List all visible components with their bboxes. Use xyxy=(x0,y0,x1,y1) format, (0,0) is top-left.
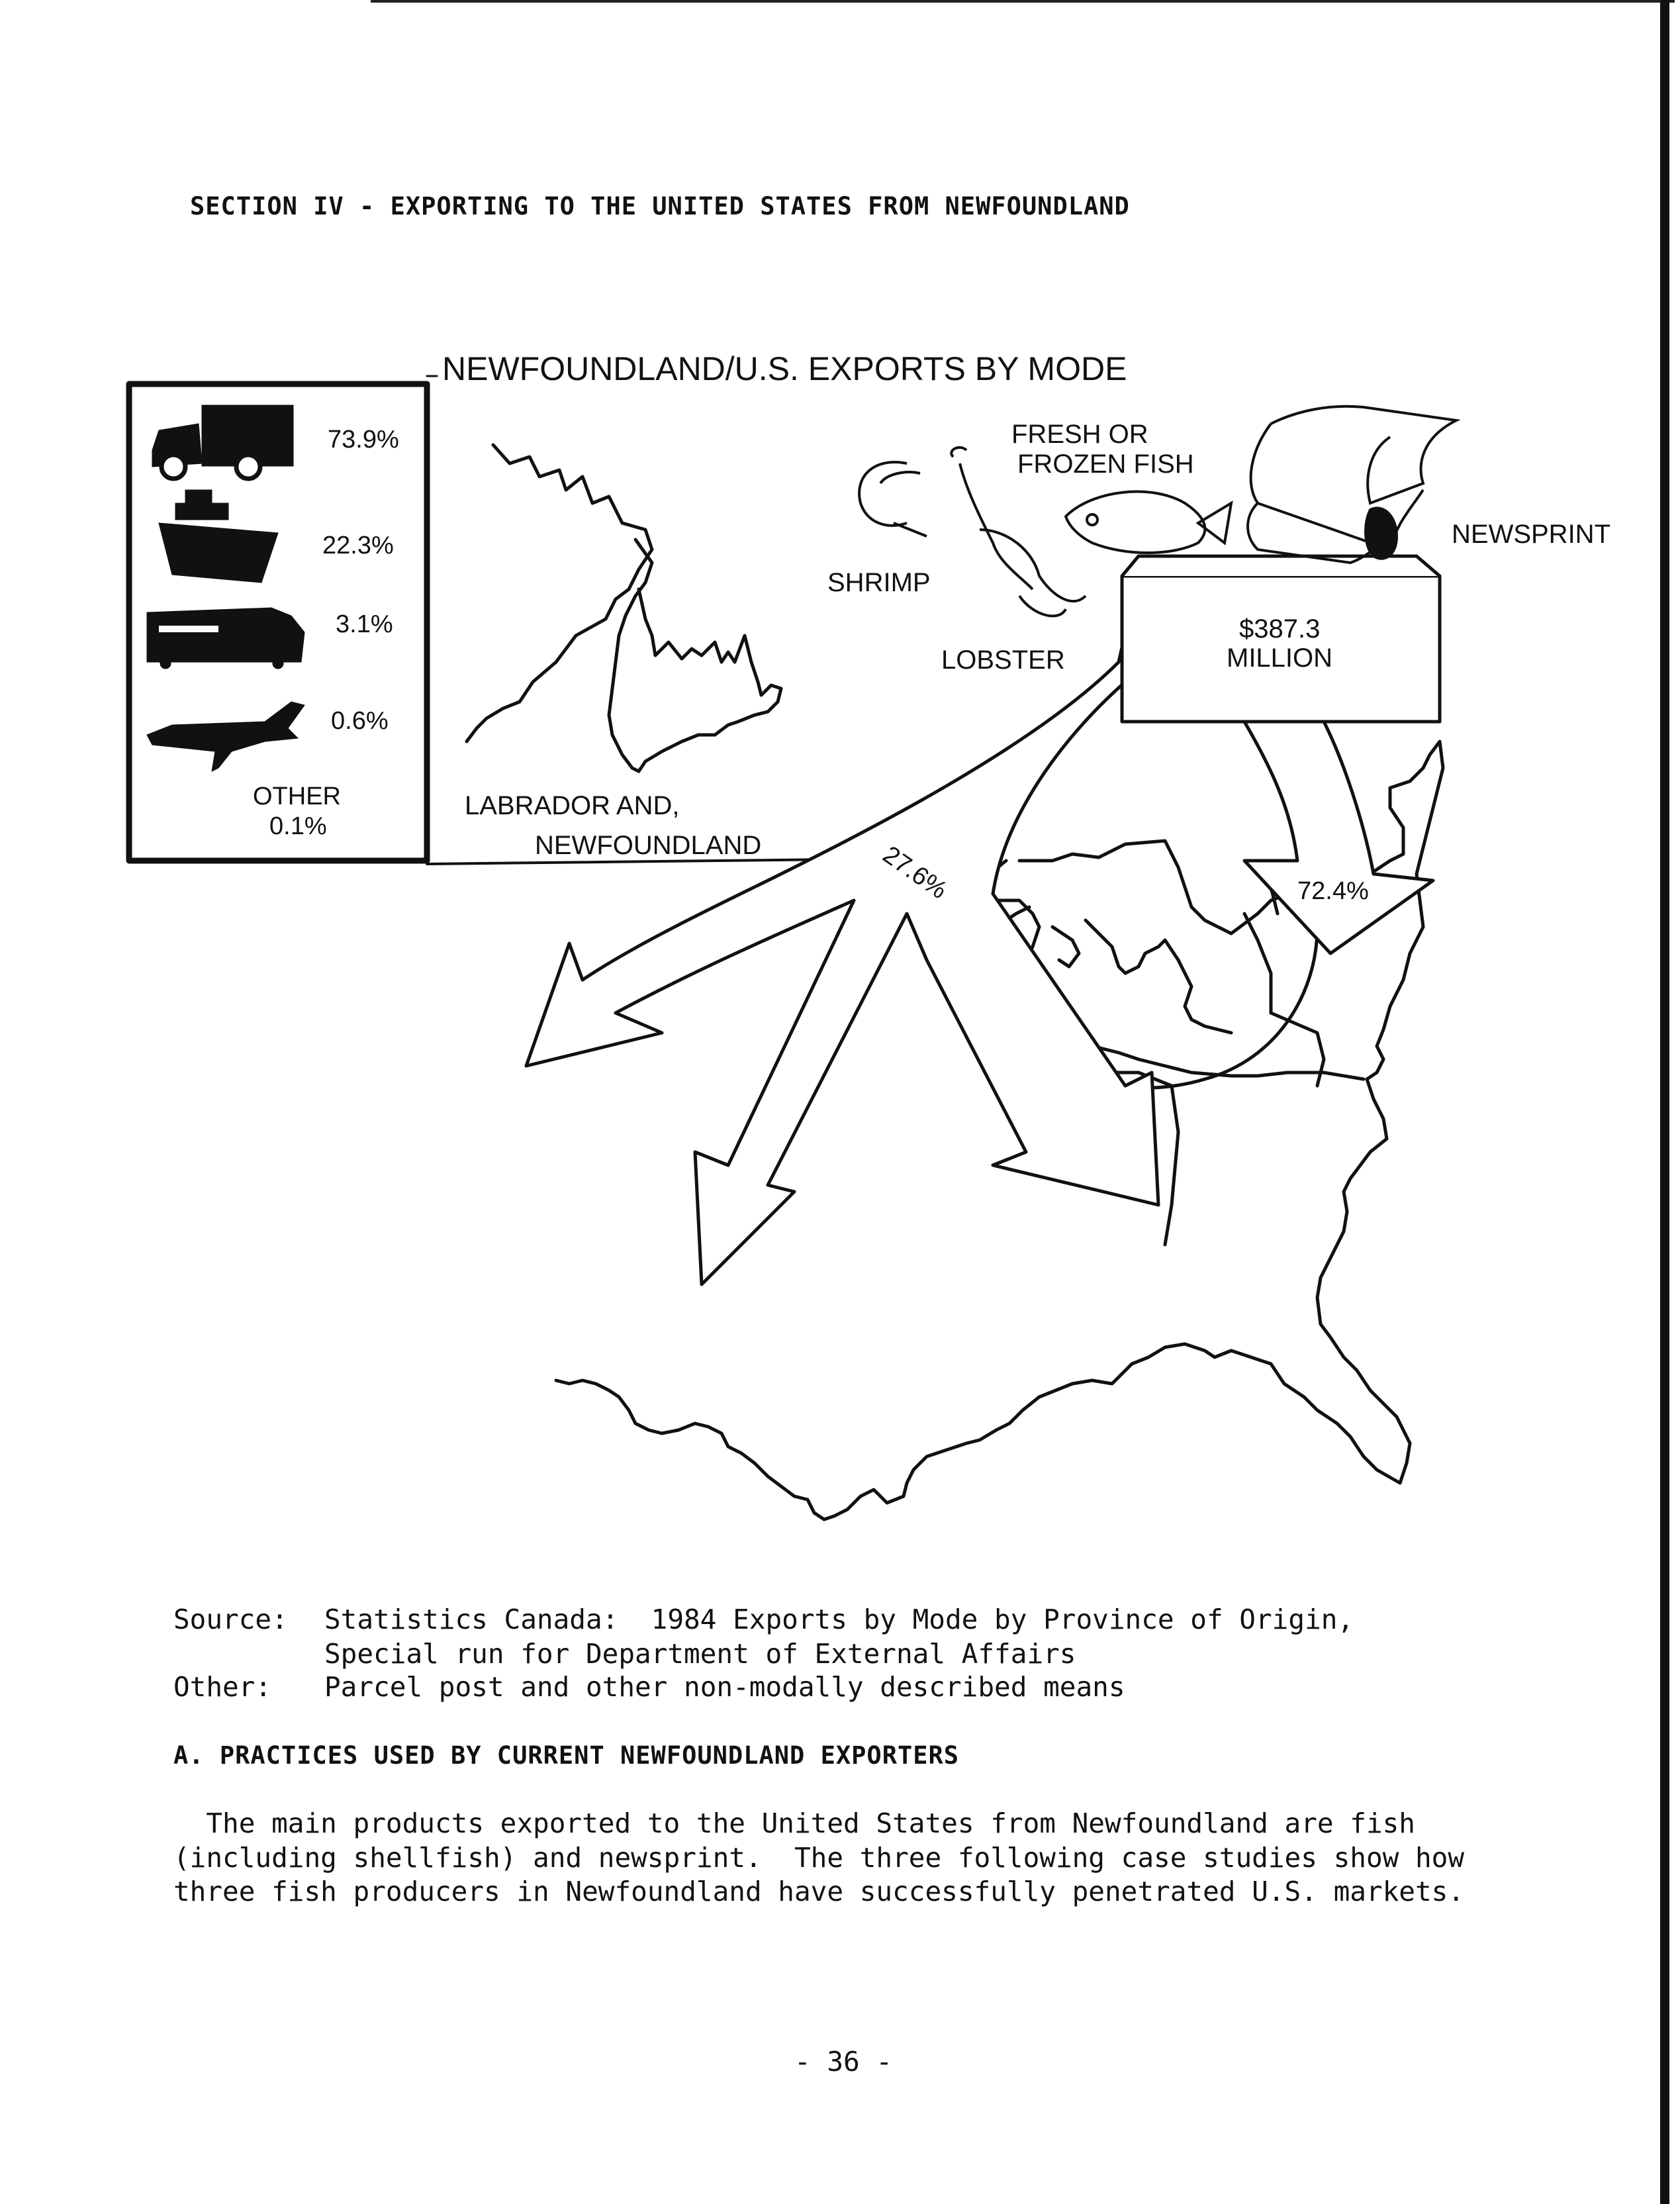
product-lobster: LOBSTER xyxy=(941,646,1065,675)
figure-title: NEWFOUNDLAND/U.S. EXPORTS BY MODE xyxy=(442,350,1127,387)
section-heading: SECTION IV - EXPORTING TO THE UNITED STATES FROM NEWFOUNDLAND xyxy=(190,192,1130,220)
fish-icon xyxy=(1066,492,1231,553)
shrimp-icon xyxy=(859,462,927,536)
mode-value-ship: 22.3% xyxy=(322,532,394,559)
paragraph-line-2: (including shellfish) and newsprint. The three following case studies show how xyxy=(173,1842,1465,1874)
source-line-2: Special run for Department of External Affairs xyxy=(324,1638,1076,1670)
labrador-newfoundland-outline xyxy=(467,445,652,742)
subsection-heading: A. PRACTICES USED BY CURRENT NEWFOUNDLAND EXPORTERS xyxy=(173,1741,960,1770)
product-fish-line-1: FRESH OR xyxy=(1011,420,1148,449)
other-note-label: Other: xyxy=(173,1671,272,1703)
total-value-line-1: $387.3 xyxy=(1239,614,1321,644)
total-value-line-2: MILLION xyxy=(1227,644,1333,673)
source-label: Source: xyxy=(173,1604,288,1635)
other-note-text: Parcel post and other non-modally described means xyxy=(324,1671,1125,1703)
mode-value-air: 0.6% xyxy=(331,707,389,735)
paragraph-line-3: three fish producers in Newfoundland have successfully penetrated U.S. markets. xyxy=(173,1876,1465,1907)
page-number: - 36 - xyxy=(794,2046,893,2078)
east-share-label: 72.4% xyxy=(1297,877,1369,905)
source-line-1: Statistics Canada: 1984 Exports by Mode by Province of Origin, xyxy=(324,1604,1354,1635)
product-shrimp: SHRIMP xyxy=(827,568,931,597)
ship-icon xyxy=(159,490,278,583)
mode-value-train: 3.1% xyxy=(336,610,393,638)
train-icon xyxy=(147,608,304,669)
paragraph-line-1: The main products exported to the United States from Newfoundland are fish xyxy=(173,1807,1415,1839)
newsprint-icon xyxy=(1248,407,1456,563)
airplane-icon xyxy=(147,702,304,771)
mode-value-truck: 73.9% xyxy=(328,426,399,454)
product-newsprint: NEWSPRINT xyxy=(1452,520,1610,549)
product-fish-line-2: FROZEN FISH xyxy=(1017,450,1194,479)
west-flow-arrow xyxy=(526,632,1158,1284)
west-share-label: 27.6% xyxy=(877,841,953,905)
truck-icon xyxy=(152,405,293,479)
mode-other-value: 0.1% xyxy=(269,812,327,840)
origin-label-line-2: NEWFOUNDLAND xyxy=(535,831,762,860)
origin-label-line-1: LABRADOR AND, xyxy=(465,791,680,820)
mode-other-label: OTHER xyxy=(253,783,341,810)
